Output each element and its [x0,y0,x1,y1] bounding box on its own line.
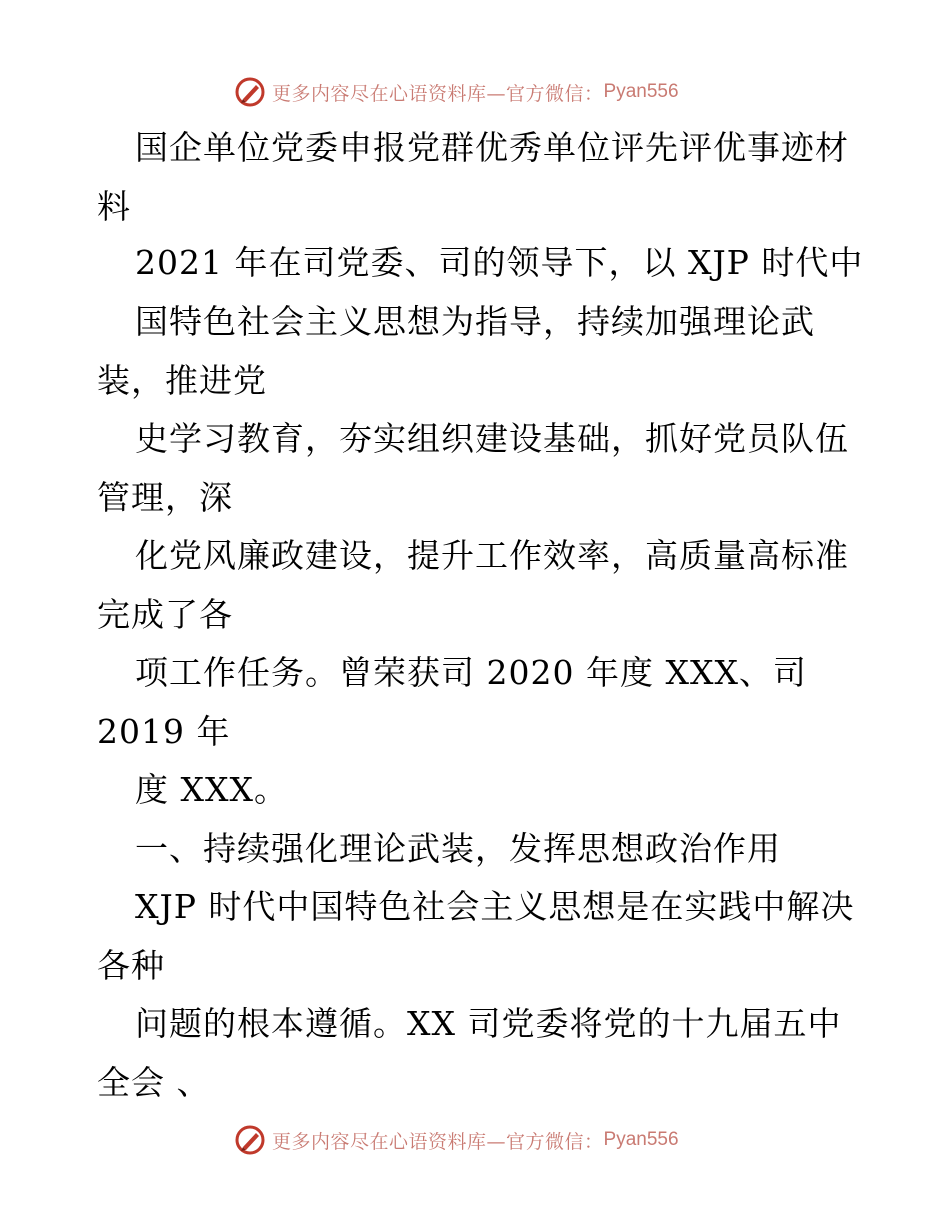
doc-line: 管理，深 [97,478,233,517]
doc-line: 度 XXX。 [135,770,288,809]
doc-line: 完成了各 [97,595,233,634]
doc-line: 问题的根本遵循。XX 司党委将党的十九届五中 [135,1004,842,1043]
doc-line: 装，推进党 [97,361,267,400]
doc-line: 项工作任务。曾荣获司 2020 年度 XXX、司 [135,653,807,692]
footer-watermark [0,1120,950,1160]
doc-line: 2019 年 [97,712,231,751]
doc-line: 化党风廉政建设，提升工作效率，高质量高标准 [135,536,849,575]
watermark-wechat-id: Pyan556 [603,81,679,102]
pen-logo-icon [234,76,266,108]
doc-line: 全会 、 [97,1063,211,1102]
doc-line: 2021 年在司党委、司的领导下，以 XJP 时代中 [135,243,864,282]
doc-line: 国特色社会主义思想为指导，持续加强理论武 [135,302,815,341]
watermark-banner [234,1124,679,1156]
doc-line: 各种 [97,946,165,985]
pen-logo-icon [234,1124,266,1156]
doc-line: XJP 时代中国特色社会主义思想是在实践中解决 [135,887,855,926]
doc-line: 史学习教育，夯实组织建设基础，抓好党员队伍 [135,419,849,458]
header-watermark [0,72,950,112]
watermark-wechat-id: Pyan556 [603,1129,679,1150]
watermark-text: 更多内容尽在心语资料库—官方微信： [272,82,604,105]
doc-title-line-1: 国企单位党委申报党群优秀单位评先评优事迹材 [135,128,849,167]
watermark-banner [234,76,679,108]
section-heading: 一、持续强化理论武装，发挥思想政治作用 [135,829,781,868]
watermark-text: 更多内容尽在心语资料库—官方微信： [272,1130,604,1153]
doc-title-line-2: 料 [97,187,131,226]
